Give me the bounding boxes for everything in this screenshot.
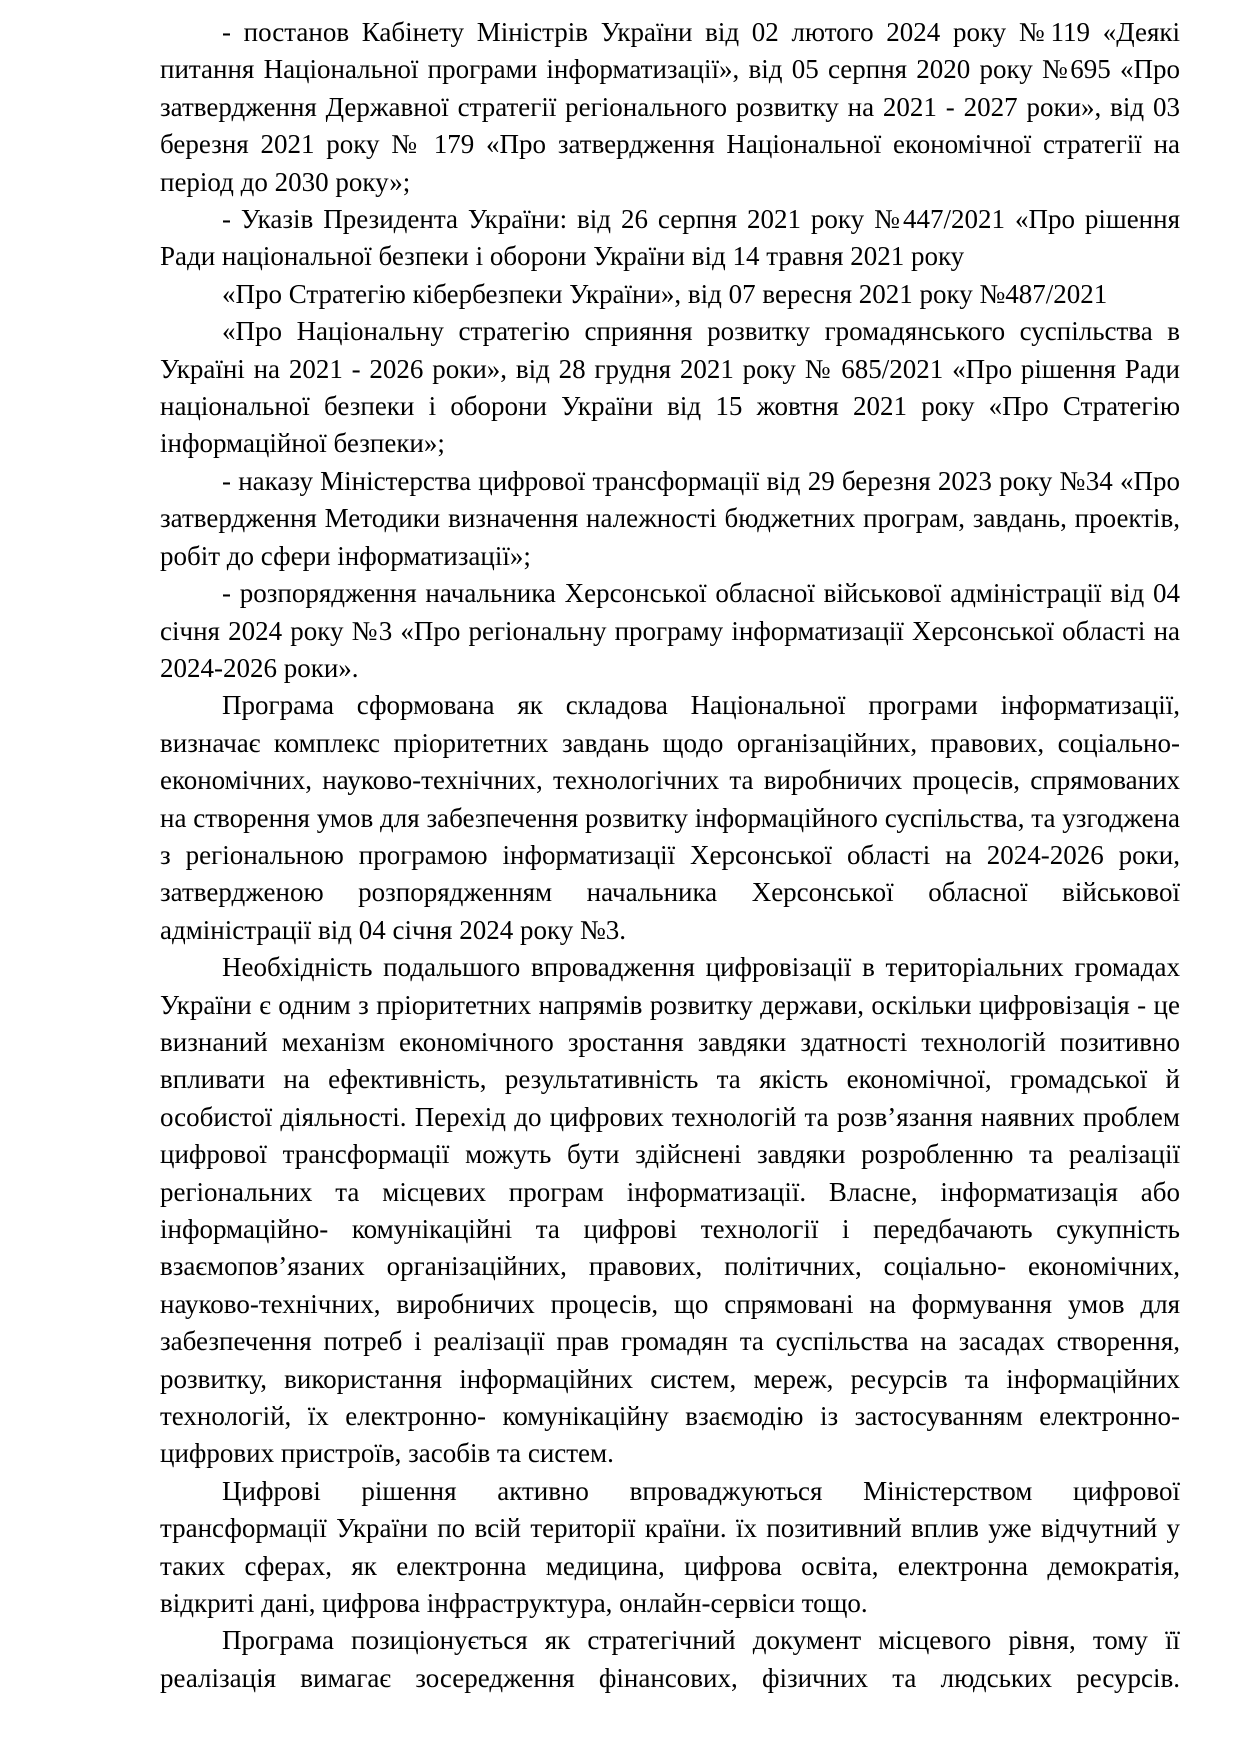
paragraph: - наказу Міністерства цифрової трансформації від 29 березня 2023 року №34 «Про затвердження Методики визначення належності бюджетних програм, завдань, проектів, робіт до сфери інформатизації»; xyxy=(160,465,1180,571)
paragraph: Програма сформована як складова Національної програми інформатизації, визначає комплекс пріоритетних завдань щодо організаційних, правових, соціально-економічних, науково-технічних, технологічних та виробничих процесів, спрямованих на створення умов для забезпечення розвитку інформаційного суспільства, та узгоджена з регіональною програмою інформатизації Херсонської області на 2024-2026 роки, затвердженою розпорядженням начальника Херсонської обласної військової адміністрації від 04 січня 2024 року №3. xyxy=(160,690,1180,945)
paragraph: «Про Національну стратегію сприяння розвитку громадянського суспільства в Україні на 2021 - 2026 роки», від 28 грудня 2021 року № 685/2021 «Про рішення Ради національної безпеки і оборони України від 15 жовтня 2021 року «Про Стратегію інформаційної безпеки»; xyxy=(160,316,1180,459)
paragraph: «Про Стратегію кібербезпеки України», від 07 вересня 2021 року №487/2021 xyxy=(222,278,1108,309)
paragraph: Необхідність подальшого впровадження цифровізації в територіальних громадах України є одним з пріоритетних напрямів розвитку держави, оскільки цифровізація - це визнаний механізм економічного зростання завдяки здатності технологій позитивно впливати на ефективність, результативність та якість економічної, громадської й особистої діяльності. Перехід до цифрових технологій та розв’язання наявних проблем цифрової трансформації можуть бути здійснені завдяки розробленню та реалізації регіональних та місцевих програм інформатизації. Власне, інформатизація або інформаційно- комунікаційні та цифрові технології і передбачають сукупність взаємопов’язаних організаційних, правових, політичних, соціально- економічних, науково-технічних, виробничих процесів, що спрямовані на формування умов для забезпечення потреб і реалізації прав громадян та суспільства на засадах створення, розвитку, використання інформаційних систем, мереж, ресурсів та інформаційних технологій, їх електронно- комунікаційну взаємодію із застосуванням електронно-цифрових пристроїв, засобів та систем. xyxy=(160,952,1180,1469)
paragraph: Програма позиціонується як стратегічний документ місцевого рівня, тому її реалізація вимагає зосередження фінансових, фізичних та людських ресурсів. xyxy=(160,1625,1180,1693)
paragraph: - постанов Кабінету Міністрів України від 02 лютого 2024 року №119 «Деякі питання Національної програми інформатизації», від 05 серпня 2020 року №695 «Про затвердження Державної стратегії регіонального розвитку на 2021 - 2027 роки», від 03 березня 2021 року № 179 «Про затвердження Національної економічної стратегії на період до 2030 року»; xyxy=(160,17,1180,197)
paragraph: Цифрові рішення активно впроваджуються Міністерством цифрової трансформації України по всій території країни. їх позитивний вплив уже відчутний у таких сферах, як електронна медицина, цифрова освіта, електронна демократія, відкриті дані, цифрова інфраструктура, онлайн-сервіси тощо. xyxy=(160,1475,1180,1619)
paragraph: - Указів Президента України: від 26 серпня 2021 року №447/2021 «Про рішення Ради національної безпеки і оборони України від 14 травня 2021 року xyxy=(160,204,1180,272)
paragraph: - розпорядження начальника Херсонської обласної військової адміністрації від 04 січня 2024 року №3 «Про регіональну програму інформатизації Херсонської області на 2024-2026 роки». xyxy=(160,578,1180,683)
document-text-block xyxy=(160,14,1180,1697)
